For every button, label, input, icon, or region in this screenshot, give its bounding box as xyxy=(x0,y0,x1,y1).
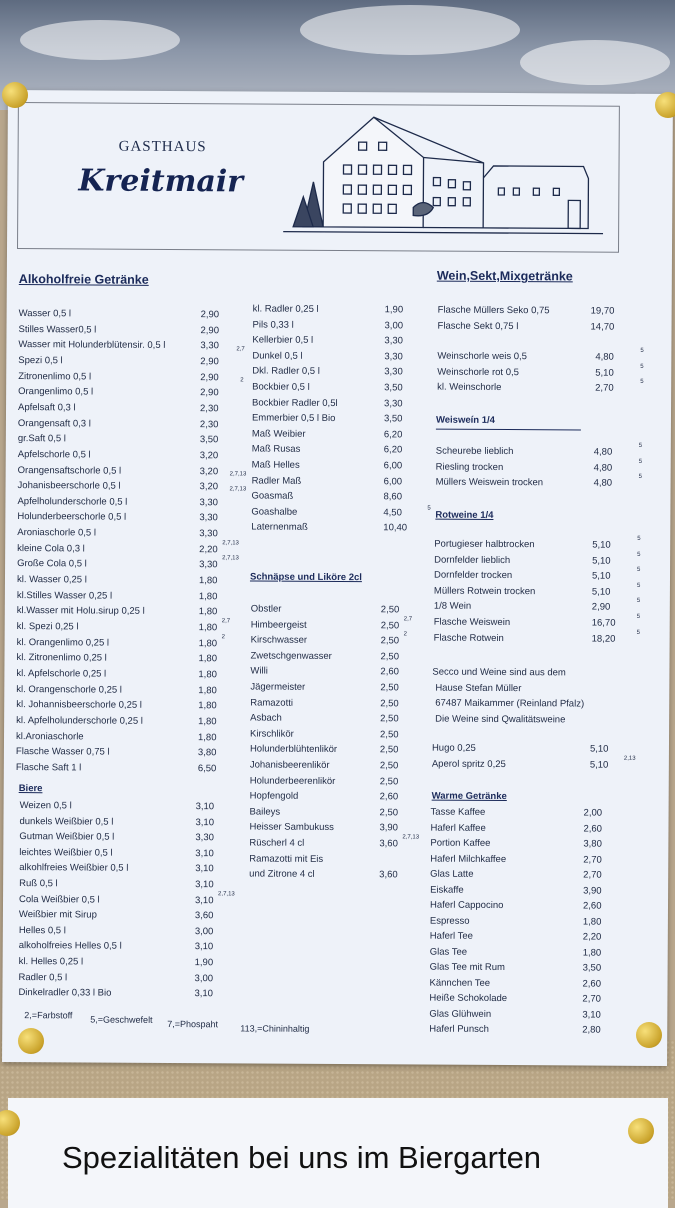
menu-item-name: Gutman Weißbier 0,5 l xyxy=(19,831,115,843)
footnote-ref: 2 xyxy=(240,377,244,384)
menu-sheet xyxy=(2,90,673,1066)
menu-item-price: 2,60 xyxy=(582,978,602,990)
heading-weisswein: Weisweín 1/4 xyxy=(435,414,495,426)
menu-item-price: 2,30 xyxy=(199,403,219,415)
menu-item-price: 1,80 xyxy=(198,684,217,696)
menu-item-price: 1,80 xyxy=(198,700,217,712)
menu-item-name: alkoholfreies Helles 0,5 l xyxy=(18,940,122,953)
menu-item-name: Kirschwasser xyxy=(250,634,308,647)
footnote-ref: 5 xyxy=(638,474,642,481)
menu-item-price: 3,30 xyxy=(384,366,403,378)
menu-item-price: 3,50 xyxy=(199,434,219,446)
menu-item-price: 1,80 xyxy=(198,575,218,587)
menu-item-price: 2,50 xyxy=(380,651,400,663)
menu-item-price: 3,00 xyxy=(194,925,214,938)
cloud xyxy=(20,20,180,60)
menu-item-price: 2,50 xyxy=(379,744,399,756)
menu-item-price: 3,30 xyxy=(200,340,219,352)
menu-item-name: Eiskaffe xyxy=(430,884,464,896)
inn-building-illustration xyxy=(283,107,604,249)
menu-item-name: kl. Wasser 0,25 l xyxy=(16,574,87,586)
wine-info-line: 67487 Maikammer (Reinland Pfalz) xyxy=(435,697,585,710)
menu-item-price: 2,50 xyxy=(380,713,399,725)
menu-item-price: 3,30 xyxy=(195,832,214,844)
menu-item-price: 3,30 xyxy=(384,351,403,363)
menu-item-price: 1,80 xyxy=(198,637,218,649)
menu-item-name: leichtes Weißbier 0,5 l xyxy=(19,846,113,859)
menu-item-name: Orangenlimo 0,5 l xyxy=(18,386,94,398)
wine-info-line: Secco und Weine sind aus dem xyxy=(432,666,566,679)
menu-item-name: Goashalbe xyxy=(251,506,298,518)
pushpin-icon xyxy=(636,1022,662,1048)
menu-item-price: 3,10 xyxy=(582,1009,601,1021)
menu-item-price: 5,10 xyxy=(589,743,609,755)
menu-item-price: 3,10 xyxy=(195,816,215,828)
menu-item-price: 6,50 xyxy=(197,762,217,775)
menu-item-name: kl. Orangenlimo 0,25 l xyxy=(16,636,110,649)
menu-item-price: 3,10 xyxy=(194,988,213,1000)
menu-item-name: Goasmaß xyxy=(251,490,294,502)
menu-item-name: Holunderbeerschorle 0,5 l xyxy=(17,511,127,524)
pushpin-icon xyxy=(2,82,28,108)
menu-item-name: Flasche Rotwein xyxy=(433,632,504,644)
menu-item-price: 3,80 xyxy=(197,747,217,759)
menu-item-price: 5,10 xyxy=(592,555,611,567)
menu-item-name: Espresso xyxy=(429,915,470,927)
menu-item-price: 3,30 xyxy=(384,335,403,347)
menu-item-name: Flasche Saft 1 l xyxy=(15,761,82,774)
biergarten-banner: Spezialitäten bei uns im Biergarten xyxy=(62,1140,542,1175)
menu-item-price: 3,00 xyxy=(384,319,404,331)
footnote-ref: 2,7 xyxy=(221,618,231,625)
menu-item-name: Ramazotti mit Eis xyxy=(249,853,324,865)
pushpin-icon xyxy=(655,92,675,118)
footnote-ref: 5 xyxy=(637,567,641,574)
menu-item-name: Radler Maß xyxy=(251,475,302,487)
menu-item-name: Radler 0,5 l xyxy=(18,971,68,983)
menu-item-name: Emmerbier 0,5 l Bio xyxy=(251,412,336,425)
menu-item-price: 3,60 xyxy=(379,838,398,850)
menu-item-name: Spezi 0,5 l xyxy=(18,354,63,367)
menu-item-name: Scheurebe lieblich xyxy=(435,445,514,458)
menu-item-name: Orangensaftschorle 0,5 l xyxy=(17,464,122,477)
menu-item-name: Flasche Weiswein xyxy=(433,616,511,629)
menu-item-price: 2,70 xyxy=(583,854,602,866)
menu-item-name: Glas Glühwein xyxy=(429,1008,492,1020)
menu-item-name: Weinschorle rot 0,5 xyxy=(437,366,519,378)
menu-item-name: Dornfelder lieblich xyxy=(434,554,511,566)
menu-item-price: 3,60 xyxy=(379,869,398,881)
pushpin-icon xyxy=(18,1028,44,1054)
menu-item-name: Asbach xyxy=(250,712,282,724)
menu-item-price: 16,70 xyxy=(591,617,616,629)
menu-item-price: 2,70 xyxy=(595,382,614,394)
menu-item-name: Wasser 0,5 l xyxy=(18,308,72,320)
menu-item-name: dunkels Weißbier 0,5 l xyxy=(19,815,114,828)
menu-item-name: Glas Tee xyxy=(429,946,468,958)
menu-item-price: 4,80 xyxy=(593,462,613,474)
menu-item-name: Jägermeister xyxy=(250,681,306,693)
cloud xyxy=(520,40,670,85)
pushpin-icon xyxy=(628,1118,654,1144)
menu-item-name: Maß Helles xyxy=(251,459,300,471)
menu-item-name: kl.Stilles Wasser 0,25 l xyxy=(16,589,113,602)
menu-item-price: 1,90 xyxy=(194,957,214,969)
menu-item-name: Portugieser halbtrocken xyxy=(434,538,535,551)
menu-item-name: alkohlfreies Weißbier 0,5 l xyxy=(19,862,129,875)
menu-item-price: 2,60 xyxy=(380,666,399,678)
menu-item-name: Haferl Cappocino xyxy=(429,899,504,912)
menu-item-name: Bockbier 0,5 l xyxy=(252,381,310,393)
menu-item-name: Haferl Punsch xyxy=(429,1023,489,1035)
menu-item-name: kl. Weinschorle xyxy=(437,381,502,394)
footnote-ref: 5 xyxy=(640,379,644,386)
menu-item-price: 4,80 xyxy=(593,446,613,458)
menu-item-name: Große Cola 0,5 l xyxy=(17,558,87,570)
menu-item-price: 3,00 xyxy=(194,972,214,984)
menu-item-name: Wasser mit Holunderblütensir. 0,5 l xyxy=(18,339,166,352)
menu-item-name: Dornfelder trocken xyxy=(433,569,513,582)
menu-item-price: 3,10 xyxy=(194,894,214,906)
menu-item-name: Tasse Kaffee xyxy=(430,806,486,818)
menu-item-name: Cola Weißbier 0,5 l xyxy=(18,893,100,906)
menu-item-name: Portion Kaffee xyxy=(430,837,491,849)
menu-item-price: 2,60 xyxy=(583,823,603,835)
menu-item-name: kleine Cola 0,3 l xyxy=(17,542,85,555)
footnote-ref: 2,7,13 xyxy=(222,540,239,547)
menu-item-price: 19,70 xyxy=(590,305,615,317)
menu-item-name: und Zitrone 4 cl xyxy=(249,868,315,881)
menu-item-price: 2,70 xyxy=(582,993,601,1005)
menu-item-name: Kännchen Tee xyxy=(429,977,491,989)
menu-item-price: 1,80 xyxy=(198,669,217,681)
menu-item-name: Willi xyxy=(250,665,268,677)
menu-item-name: kl. Apfelschorle 0,25 l xyxy=(16,667,107,680)
menu-item-price: 2,20 xyxy=(582,931,602,943)
menu-item-name: Dinkelradler 0,33 l Bio xyxy=(18,987,112,999)
menu-item-name: kl. Spezi 0,25 l xyxy=(16,621,79,633)
menu-item-price: 2,50 xyxy=(380,635,400,647)
menu-item-price: 3,20 xyxy=(199,481,219,493)
menu-item-price: 3,50 xyxy=(582,962,602,974)
footnote-chinin: 113,=Chininhaltig xyxy=(240,1023,310,1034)
menu-item-price: 3,10 xyxy=(195,863,214,875)
heading-wein: Wein,Sekt,Mixgetränke xyxy=(436,268,573,284)
footnote-ref: 5 xyxy=(637,551,641,558)
menu-item-price: 10,40 xyxy=(383,522,408,534)
menu-item-price: 1,80 xyxy=(198,622,218,634)
menu-item-price: 2,60 xyxy=(379,791,399,803)
menu-item-name: Aperol spritz 0,25 xyxy=(431,758,506,770)
menu-item-price: 5,10 xyxy=(595,367,614,379)
footnote-ref: 2,7,13 xyxy=(229,470,247,478)
menu-item-price: 1,80 xyxy=(582,916,602,928)
footnote-ref: 5 xyxy=(427,505,431,512)
menu-item-price: 3,50 xyxy=(384,382,403,394)
menu-item-price: 3,10 xyxy=(195,847,214,860)
menu-item-name: Haferl Milchkaffee xyxy=(430,853,507,865)
menu-item-price: 1,80 xyxy=(198,606,218,618)
menu-item-price: 5,10 xyxy=(591,586,611,598)
menu-item-name: Hopfengold xyxy=(249,790,299,802)
menu-item-price: 1,80 xyxy=(198,716,217,728)
menu-item-price: 3,30 xyxy=(199,528,218,540)
menu-item-price: 2,90 xyxy=(200,387,219,399)
menu-item-name: Flasche Müllers Seko 0,75 xyxy=(437,304,550,317)
menu-item-name: Ruß 0,5 l xyxy=(19,878,58,890)
menu-item-name: Helles 0,5 l xyxy=(18,924,66,937)
menu-item-name: Ramazotti xyxy=(250,697,294,709)
menu-item-price: 5,10 xyxy=(592,539,611,551)
divider xyxy=(436,429,581,431)
menu-item-name: Hugo 0,25 xyxy=(431,742,476,754)
menu-item-name: Stilles Wasser0,5 l xyxy=(18,323,97,336)
heading-warm: Warme Getränke xyxy=(431,790,507,803)
menu-item-price: 2,90 xyxy=(200,309,220,321)
menu-item-price: 2,90 xyxy=(200,324,220,336)
menu-item-name: Kellerbier 0,5 l xyxy=(252,334,314,347)
menu-item-name: Dunkel 0,5 l xyxy=(252,350,303,362)
menu-item-name: Orangensaft 0,3 l xyxy=(17,417,91,430)
footnote-ref: 2,7,13 xyxy=(229,486,247,493)
menu-item-price: 3,90 xyxy=(583,885,602,897)
menu-item-name: kl.Aroniaschorle xyxy=(15,730,84,742)
menu-item-price: 3,10 xyxy=(195,801,215,813)
menu-item-name: Holunderbeerenlikör xyxy=(249,775,336,787)
menu-item-price: 1,80 xyxy=(198,653,218,665)
menu-item-price: 3,80 xyxy=(583,838,602,850)
footnote-ref: 2,7 xyxy=(236,346,245,353)
menu-item-price: 2,20 xyxy=(199,543,218,556)
menu-item-name: Glas Tee mit Rum xyxy=(429,961,505,974)
restaurant-name: Kreitmair xyxy=(78,163,244,200)
menu-item-name: Glas Latte xyxy=(430,868,474,880)
menu-item-price: 5,10 xyxy=(591,570,611,582)
menu-item-price: 2,30 xyxy=(199,418,219,430)
menu-item-name: Flasche Wasser 0,75 l xyxy=(15,746,110,758)
menu-item-name: Kirschlikör xyxy=(250,728,294,740)
menu-item-name: Weizen 0,5 l xyxy=(19,800,72,812)
menu-item-name: kl. Orangenschorle 0,25 l xyxy=(16,683,122,696)
menu-item-price: 1,80 xyxy=(198,590,218,602)
footnote-farbstoff: 2,=Farbstoff xyxy=(24,1010,73,1021)
menu-item-price: 2,50 xyxy=(380,604,400,616)
menu-item-price: 2,80 xyxy=(582,1024,601,1036)
menu-item-name: Heiße Schokolade xyxy=(429,992,508,1005)
menu-item-price: 6,00 xyxy=(383,475,403,487)
menu-item-name: Weißbier mit Sirup xyxy=(18,909,97,921)
menu-item-price: 2,50 xyxy=(380,697,399,709)
menu-item-price: 2,50 xyxy=(379,775,399,787)
heading-schnaps: Schnäpse und Liköre 2cl xyxy=(249,571,362,584)
footnote-geschwefelt: 5,=Geschwefelt xyxy=(90,1014,153,1025)
menu-item-name: Zwetschgenwasser xyxy=(250,650,332,662)
menu-item-price: 6,20 xyxy=(383,444,403,456)
menu-item-name: 1/8 Wein xyxy=(433,600,472,613)
footnote-ref: 2 xyxy=(221,633,225,640)
menu-item-price: 2,90 xyxy=(200,356,219,368)
menu-item-price: 2,90 xyxy=(200,371,219,383)
menu-item-price: 3,50 xyxy=(383,413,403,425)
footnote-ref: 5 xyxy=(638,458,643,465)
menu-item-price: 1,80 xyxy=(197,731,217,743)
footnote-ref: 5 xyxy=(640,347,644,354)
gasthaus-label: GASTHAUS xyxy=(118,138,207,156)
menu-item-name: Haferl Kaffee xyxy=(430,822,486,834)
menu-item-price: 3,30 xyxy=(199,496,218,509)
menu-item-price: 2,70 xyxy=(583,869,602,881)
heading-biere: Biere xyxy=(18,783,43,795)
footnote-chinin-text: 13,=Chininhaltig xyxy=(244,1023,310,1034)
menu-item-name: Müllers Weiswein trocken xyxy=(435,476,544,489)
menu-item-price: 3,20 xyxy=(199,450,219,462)
menu-item-name: Bockbier Radler 0,5l xyxy=(252,397,338,409)
footnote-phosphat: 7,=Phospaht xyxy=(167,1018,219,1030)
menu-item-name: Pils 0,33 l xyxy=(252,319,294,331)
footnote-ref: 5 xyxy=(636,582,641,589)
footnote-ref: 5 xyxy=(640,363,644,370)
menu-item-name: kl. Johannisbeerschorle 0,25 l xyxy=(16,699,142,712)
menu-item-price: 2,50 xyxy=(380,682,399,694)
menu-item-price: 4,80 xyxy=(595,351,614,363)
footnote-ref: 5 xyxy=(638,442,643,449)
menu-item-name: Apfelsaft 0,3 l xyxy=(18,401,76,414)
menu-item-name: Heisser Sambukuss xyxy=(249,821,334,834)
menu-item-price: 3,30 xyxy=(384,397,403,409)
wine-info-line: Die Weine sind Qwalitätsweine xyxy=(435,713,566,726)
menu-item-name: Haferl Tee xyxy=(429,930,473,942)
menu-item-price: 3,30 xyxy=(199,512,218,524)
menu-item-name: Johanisbeerenlikör xyxy=(249,759,330,771)
menu-item-name: Holunderblühtenlikör xyxy=(249,743,338,756)
footnote-ref: 5 xyxy=(636,598,641,605)
menu-item-name: Riesling trocken xyxy=(435,461,504,473)
menu-item-price: 3,60 xyxy=(194,910,214,922)
cloud xyxy=(300,5,520,55)
menu-item-price: 2,50 xyxy=(380,619,400,631)
menu-item-name: kl. Helles 0,25 l xyxy=(18,956,84,968)
menu-item-name: Himbeergeist xyxy=(250,619,307,631)
menu-item-price: 2,50 xyxy=(379,760,399,772)
menu-item-price: 2,00 xyxy=(583,807,603,819)
footnote-ref: 5 xyxy=(636,629,641,636)
menu-item-name: kl.Wasser mit Holu.sirup 0,25 l xyxy=(16,605,145,618)
menu-item-name: Aroniaschorle 0,5 l xyxy=(17,527,96,539)
menu-item-name: Maß Weibier xyxy=(251,428,306,440)
footnote-ref: 2,13 xyxy=(623,755,636,762)
menu-item-price: 3,90 xyxy=(379,822,399,834)
menu-item-price: 5,10 xyxy=(589,759,609,771)
footnote-ref: 2 xyxy=(403,631,408,638)
menu-item-name: Baileys xyxy=(249,806,281,818)
menu-item-price: 2,50 xyxy=(379,807,399,819)
menu-item-price: 2,90 xyxy=(591,601,611,614)
menu-item-name: kl. Radler 0,25 l xyxy=(252,303,319,315)
menu-item-price: 2,50 xyxy=(380,729,399,741)
menu-item-name: Flasche Sekt 0,75 l xyxy=(437,320,519,332)
footnote-ref: 2,7,13 xyxy=(222,555,239,562)
menu-item-name: Weinschorle weis 0,5 xyxy=(437,350,527,363)
menu-item-price: 1,90 xyxy=(384,304,404,316)
menu-item-name: kl. Apfelholunderschorle 0,25 l xyxy=(16,714,143,727)
menu-item-price: 2,60 xyxy=(582,900,602,912)
footnote-ref: 5 xyxy=(637,535,641,542)
menu-item-price: 4,50 xyxy=(383,507,402,519)
menu-item-price: 14,70 xyxy=(590,321,615,333)
menu-item-name: Rüscherl 4 cl xyxy=(249,837,305,849)
menu-item-price: 8,60 xyxy=(383,491,403,503)
menu-item-name: Laternenmaß xyxy=(251,521,308,534)
menu-item-name: kl. Zitronenlimo 0,25 l xyxy=(16,652,107,664)
menu-item-name: Apfelschorle 0,5 l xyxy=(17,448,91,461)
menu-item-price: 3,20 xyxy=(199,465,219,477)
heading-rotwein: Rotweine 1/4 xyxy=(435,509,494,521)
menu-item-price: 6,00 xyxy=(383,460,403,472)
footnote-ref: 2,7,13 xyxy=(218,890,235,897)
menu-item-name: Dkl. Radler 0,5 l xyxy=(252,365,320,378)
footnote-ref: 2,7 xyxy=(403,615,413,623)
menu-item-price: 3,30 xyxy=(199,559,218,571)
menu-item-price: 3,10 xyxy=(194,941,214,953)
menu-item-price: 18,20 xyxy=(591,633,616,645)
menu-item-name: Maß Rusas xyxy=(251,443,301,456)
menu-item-price: 1,80 xyxy=(582,947,602,959)
menu-item-price: 3,10 xyxy=(195,879,214,891)
menu-item-name: Apfelholunderschorle 0,5 l xyxy=(17,495,128,508)
menu-item-price: 4,80 xyxy=(593,477,613,489)
menu-item-name: gr.Saft 0,5 l xyxy=(17,433,66,445)
footnote-ref: 2,7,13 xyxy=(402,834,420,841)
menu-item-name: Johanisbeerschorle 0,5 l xyxy=(17,480,121,492)
menu-item-name: Müllers Rotwein trocken xyxy=(433,585,536,598)
menu-item-name: Zitronenlimo 0,5 l xyxy=(18,370,92,383)
footnote-ref: 5 xyxy=(636,613,641,620)
heading-alkoholfrei: Alkoholfreie Getränke xyxy=(18,272,149,287)
menu-item-price: 6,20 xyxy=(383,429,403,441)
header-box xyxy=(17,102,620,253)
menu-item-name: Obstler xyxy=(250,603,282,615)
wine-info-line: Hause Stefan Müller xyxy=(435,682,522,694)
